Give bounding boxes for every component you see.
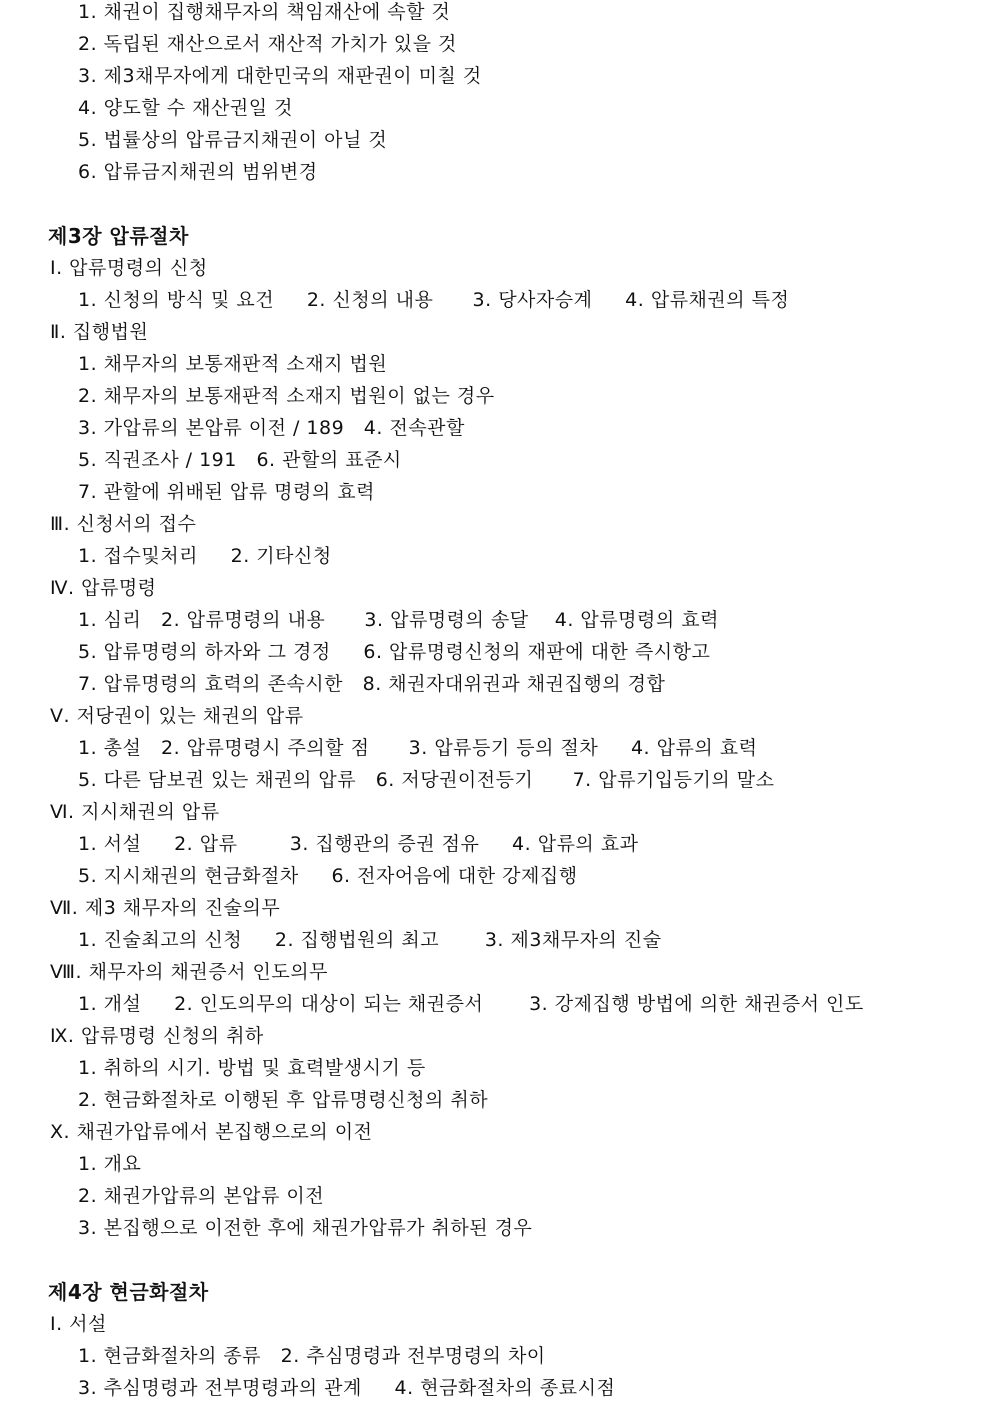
list-item: 1. 채무자의 보통재판적 소재지 법원 bbox=[78, 353, 388, 375]
list-item: 3. 제3채무자에게 대한민국의 재판권이 미칠 것 bbox=[78, 65, 482, 87]
section-heading: Ⅶ. 제3 채무자의 진술의무 bbox=[50, 897, 281, 919]
list-item: 1. 현금화절차의 종류 2. 추심명령과 전부명령의 차이 bbox=[78, 1345, 546, 1367]
section-heading: Ⅳ. 압류명령 bbox=[50, 577, 157, 599]
list-item: 5. 다른 담보권 있는 채권의 압류 6. 저당권이전등기 7. 압류기입등기의 말소 bbox=[78, 769, 775, 791]
list-item: 3. 본집행으로 이전한 후에 채권가압류가 취하된 경우 bbox=[78, 1217, 533, 1239]
section-heading: Ⅵ. 지시채권의 압류 bbox=[50, 801, 220, 823]
list-item: 2. 현금화절차로 이행된 후 압류명령신청의 취하 bbox=[78, 1089, 489, 1111]
list-item: 7. 압류명령의 효력의 존속시한 8. 채권자대위권과 채권집행의 경합 bbox=[78, 673, 666, 695]
list-item: 5. 직권조사 / 191 6. 관할의 표준시 bbox=[78, 449, 402, 471]
section-heading: Ⅴ. 저당권이 있는 채권의 압류 bbox=[50, 705, 304, 727]
chapter-title: 제3장 압류절차 bbox=[48, 224, 189, 248]
section-heading: Ⅸ. 압류명령 신청의 취하 bbox=[50, 1025, 264, 1047]
section-heading: Ⅰ. 압류명령의 신청 bbox=[50, 257, 208, 279]
list-item: 2. 채무자의 보통재판적 소재지 법원이 없는 경우 bbox=[78, 385, 495, 407]
list-item: 1. 서설 2. 압류 3. 집행관의 증권 점유 4. 압류의 효과 bbox=[78, 833, 639, 855]
list-item: 1. 심리 2. 압류명령의 내용 3. 압류명령의 송달 4. 압류명령의 효력 bbox=[78, 609, 719, 631]
list-item: 1. 접수및처리 2. 기타신청 bbox=[78, 545, 332, 567]
list-item: 5. 지시채권의 현금화절차 6. 전자어음에 대한 강제집행 bbox=[78, 865, 578, 887]
list-item: 1. 신청의 방식 및 요건 2. 신청의 내용 3. 당사자승계 4. 압류채권의 특정 bbox=[78, 289, 790, 311]
list-item: 6. 압류금지채권의 범위변경 bbox=[78, 161, 318, 183]
list-item: 2. 채권가압류의 본압류 이전 bbox=[78, 1185, 325, 1207]
list-item: 3. 추심명령과 전부명령과의 관계 4. 현금화절차의 종료시점 bbox=[78, 1377, 616, 1399]
list-item: 5. 법률상의 압류금지채권이 아닐 것 bbox=[78, 129, 388, 151]
list-item: 2. 독립된 재산으로서 재산적 가치가 있을 것 bbox=[78, 33, 457, 55]
list-item: 1. 총설 2. 압류명령시 주의할 점 3. 압류등기 등의 절차 4. 압류의 효력 bbox=[78, 737, 758, 759]
list-item: 1. 진술최고의 신청 2. 집행법원의 최고 3. 제3채무자의 진술 bbox=[78, 929, 662, 951]
section-heading: Ⅱ. 집행법원 bbox=[50, 321, 149, 343]
list-item: 1. 개설 2. 인도의무의 대상이 되는 채권증서 3. 강제집행 방법에 의한 채권증서 인도 bbox=[78, 993, 864, 1015]
list-item: 1. 개요 bbox=[78, 1153, 142, 1175]
section-heading: Ⅷ. 채무자의 채권증서 인도의무 bbox=[50, 961, 328, 983]
section-heading: Ⅹ. 채권가압류에서 본집행으로의 이전 bbox=[50, 1121, 373, 1143]
section-heading: Ⅰ. 서설 bbox=[50, 1313, 107, 1335]
chapter-title: 제4장 현금화절차 bbox=[48, 1280, 209, 1304]
list-item: 3. 가압류의 본압류 이전 / 189 4. 전속관할 bbox=[78, 417, 465, 439]
list-item: 7. 관할에 위배된 압류 명령의 효력 bbox=[78, 481, 375, 503]
list-item: 1. 채권이 집행채무자의 책임재산에 속할 것 bbox=[78, 1, 451, 23]
list-item: 5. 압류명령의 하자와 그 경정 6. 압류명령신청의 재판에 대한 즉시항고 bbox=[78, 641, 711, 663]
list-item: 4. 양도할 수 재산권일 것 bbox=[78, 97, 293, 119]
list-item: 1. 취하의 시기. 방법 및 효력발생시기 등 bbox=[78, 1057, 426, 1079]
section-heading: Ⅲ. 신청서의 접수 bbox=[50, 513, 197, 535]
